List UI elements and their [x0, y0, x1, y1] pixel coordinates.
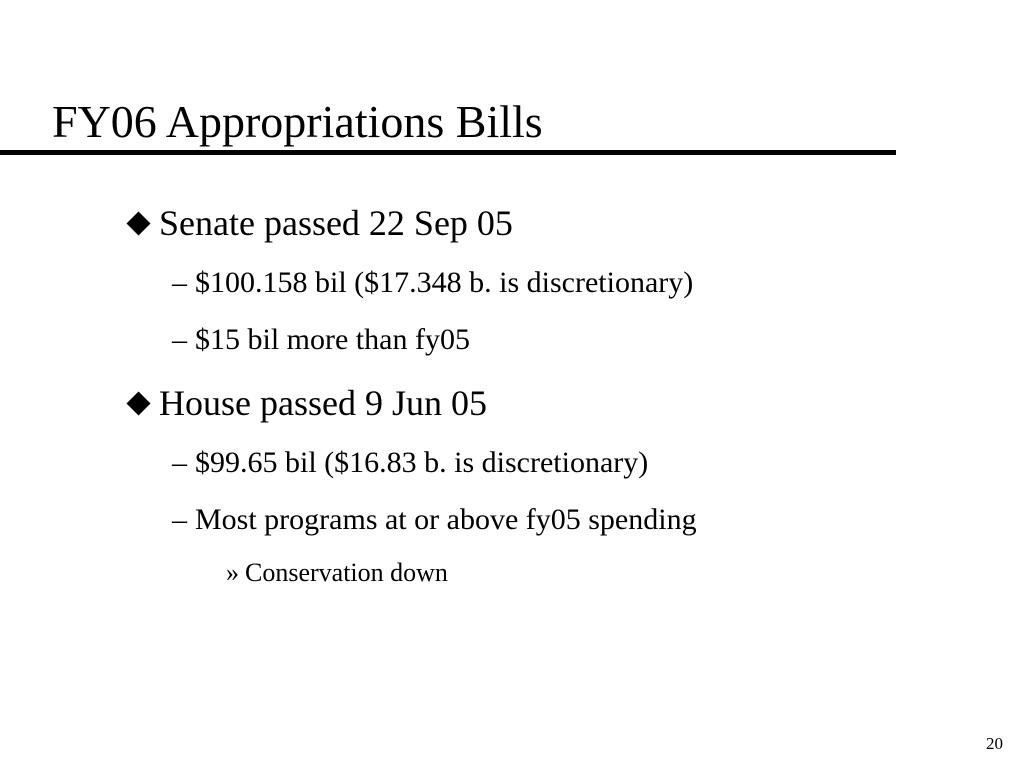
diamond-bullet-icon — [126, 391, 150, 415]
page-number: 20 — [986, 734, 1003, 753]
chevron-marker: » — [226, 558, 239, 587]
dash-marker: – — [172, 323, 187, 356]
bullet-house — [124, 381, 487, 425]
sub-bullet-house-programs — [172, 501, 697, 539]
dash-marker: – — [172, 446, 187, 479]
diamond-bullet-icon — [126, 211, 150, 235]
sub-bullet-text: $100.158 bil ($17.348 b. is discretionary) — [195, 266, 694, 299]
sub-bullet-house-amount — [172, 444, 648, 482]
title-underline — [0, 150, 896, 155]
dash-marker: – — [172, 266, 187, 299]
sub-bullet-senate-increase — [172, 321, 470, 359]
sub-bullet-senate-amount — [172, 264, 693, 302]
sub-bullet-text: $15 bil more than fy05 — [195, 323, 470, 356]
sub-bullet-text: Most programs at or above fy05 spending — [195, 503, 697, 536]
bullet-senate — [124, 201, 513, 245]
bullet-text: House passed 9 Jun 05 — [159, 383, 487, 423]
slide-title: FY06 Appropriations Bills — [52, 96, 543, 147]
bullet-text: Senate passed 22 Sep 05 — [159, 203, 513, 243]
sub-sub-bullet-conservation — [226, 557, 448, 589]
sub-sub-bullet-text: Conservation down — [245, 558, 448, 587]
dash-marker: – — [172, 503, 187, 536]
sub-bullet-text: $99.65 bil ($16.83 b. is discretionary) — [195, 446, 649, 479]
